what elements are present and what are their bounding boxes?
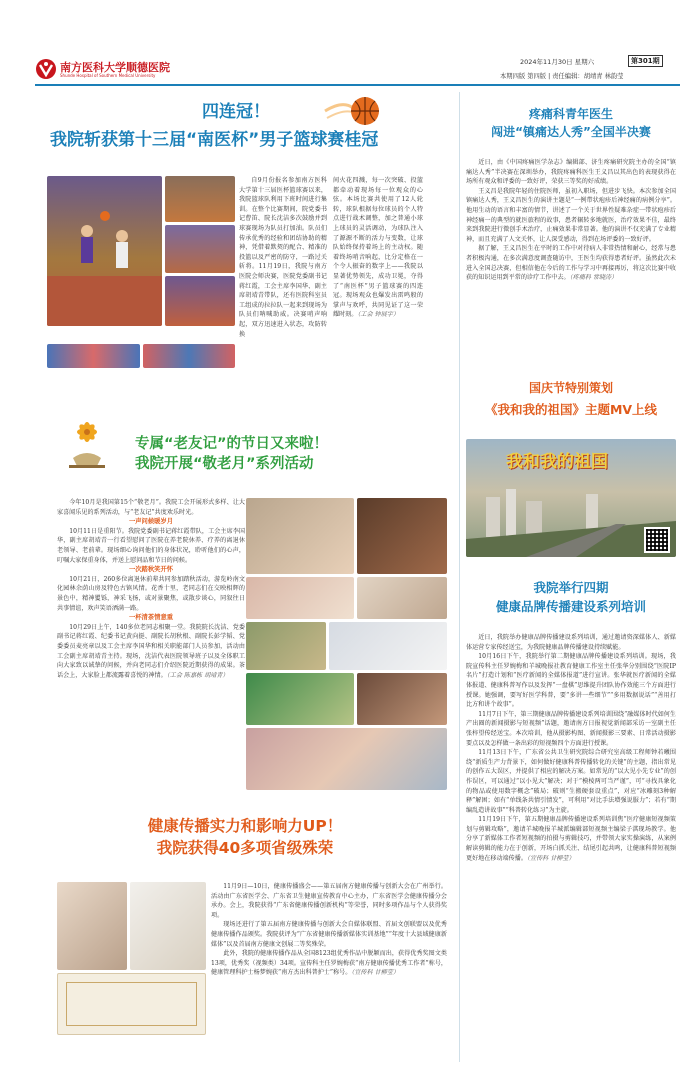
elderly-article: [35, 418, 455, 798]
health-comm-article: [35, 808, 455, 1058]
pain-paragraph-3: 据了解，王义昌医生在平时的工作中对待病人非常热情和耐心，经常与患者积极沟通，在多次满意度调查随访中，王医生均获得患者好评。虽然此次未进入全国总决赛，但相信他在今后的工作与学习中再接再厉，将这次比赛中收获的知识运用到平常的诊疗工作中去。: [466, 245, 676, 282]
elderly-section-text-1: 10月11日是重阳节。我院党委副书记蒋红霞带队，工会主席李国华，副主席胡靖青一行看望慰问了医院在养老院休养、疗养的离退休老领导、老前辈。现场细心询问他们的身体状况，聆听他们的心声，叮嘱大家保重身体，并送上慰问品和节日的问候。: [57, 527, 245, 564]
national-day-feature: [462, 375, 680, 560]
basketball-photo-3: [165, 225, 235, 273]
pain-kicker: 疼痛科青年医生: [528, 107, 613, 121]
elderly-section-title-1: 一声问候暖岁月: [128, 518, 174, 526]
edition-info: 本期四版 第四版 | 责任编辑：胡靖青 林韵莹: [500, 73, 624, 80]
elderly-section-text-2: 10月21日，260多位离退休前辈共同参加踏秋活动，游览岭南文化园林余荫山房及特色古镇风情。花香十里，老同志们在交映相辉的景色中，精神矍铄，神采飞扬，或对景聚焦，或散步谈心，同叙往日共事情谊，欢声笑语洒满一路。: [57, 575, 245, 612]
basketball-photo-main: [47, 176, 162, 326]
training-headline-2: 健康品牌传播建设系列培训: [495, 599, 646, 614]
pain-article: [462, 92, 680, 357]
hospital-name: 南方医科大学顺德医院: [60, 61, 170, 74]
hospital-logo: [35, 58, 57, 80]
elderly-photo-5: [246, 622, 326, 670]
basketball-photo-2: [165, 176, 235, 222]
elderly-photo-3: [246, 577, 354, 619]
basketball-team-photo-1: [47, 344, 140, 368]
masthead-rule: [35, 84, 680, 86]
issue-date: 2024年11月30日 星期六: [520, 58, 595, 66]
elderly-photo-7: [246, 673, 354, 725]
training-paragraph-3: 11月7日下午，第三期健康品牌传播建设系列培训围绕“融媒体时代如何生产出圈的新闻摄影与短视频”话题，邀请南方日报视觉新闻部采访一室副主任张梓望传经送宝。本次培训，他从摄影构图、新闻摄影三要素、日常活动摄影要点以及怎样做一条出彩的短视频四个方面进行授课。: [466, 710, 676, 747]
elderly-photo-9: [246, 728, 447, 790]
hospital-name-en: Shunde Hospital of Southern Medical University: [60, 73, 156, 78]
national-day-headline: 《我和我的祖国》主题MV上线: [484, 402, 658, 417]
training-body: [466, 633, 676, 1063]
basketball-team-photo-2: [143, 344, 235, 368]
health-comm-headline-1: 健康传播实力和影响力UP！: [147, 817, 343, 835]
basketball-paragraph-2: 间火花四溅，每一次突破、投篮都牵动着现场每一位观众的心弦。本场比赛共使用了12人轮转，球队根据每位球员的个人特点进行战术调整，加之普通小球上球员的灵活调动，为球队注入了源源不断的活力与变数，让球队始终保持着场上的主动权。随着终场哨音响起，比分定格在一个令人振奋的数字上——我院以显著优势领先，成功卫冕，夺得了“南医杯”男子篮球赛的四连冠。现场观众也爆发出雷鸣般的掌声与欢呼，共同见证了这一荣耀时刻。: [333, 177, 423, 319]
award-certificate: [57, 973, 206, 1035]
basketball-paragraph-1: 自9月份报名参加南方医科大学第十三届医杯篮球赛以来，我院篮球队利用下班时间进行集训。在整个比赛期间，院党委书记曹笛、院长沈洁多次鼓励并到球赛现场为队员打加油。队员们传承优秀的经验和团结协助的精神，凭借着默契的配合、精准的投篮以及严密的防守，一路过关斩将。11月19日，我院与南方医院会师决赛，医院党委副书记蒋红霞，工会主席李国华、副主席胡靖青带队，还有医院科室员工组成的拉拉队一起来到现场为队员们呐喊助威。决赛哨声响起，双方迅速进入状态，攻防转换: [239, 177, 327, 338]
training-credit: （宣传科 甘柳莹）: [526, 854, 575, 862]
national-day-kicker: 国庆节特别策划: [528, 381, 613, 395]
basketball-text-col2: [333, 176, 423, 371]
health-comm-credit: （宣传科 甘柳莹）: [351, 969, 399, 977]
award-photo-2: [130, 882, 206, 970]
elderly-intro: 今年10月是我国第15个“敬老月”。我院工会开展形式多样、让大家喜闻乐见的系列活动，与“老友记”共度欢乐时光。: [57, 499, 245, 516]
pain-body: [466, 158, 676, 358]
training-paragraph-4: 11月13日下午，广东省公共卫生研究院综合研究室高级工程师钟若曦围绕“新质生产力背景下，如何做好健康科普传播转化的关键”的主题，指出常见的创作五大误区，并提供了相应的解决方案。如常见的“以大见小先专业”的创作误区，可以通过“以小见大”解决；对于“模棱两可当严谨”，可“寻找具象化的物品或使用数字概念”破局；破则“生搬硬套设重点”，对应“冰雕刻3种解释”解困；如有“单线条共情引情发”，可利用“对比手法增强说服力”；若有“期编乱造讲故事”“科普转化练习”为主旋。: [466, 749, 676, 814]
award-photo-1: [57, 882, 127, 970]
pain-credit: （疼痛科 常晓涛）: [569, 274, 618, 282]
pain-paragraph-1: 近日，由《中国疼痛医学杂志》编辑部、济生疼痛研究院主办的全国“镇痛达人秀”半决赛在深圳举办，我院疼痛科医生王义昌以其出色的表现获得在场所有观众和评委的一致好评，荣获三等奖的好成绩。: [466, 159, 676, 186]
elderly-credit: （工会 陈嘉栋 胡靖青）: [166, 671, 229, 679]
health-comm-paragraph-3: 此外，我院的健康传播作品从全国8123组优秀作品中脱颖而出，获得优秀奖图文类13项，优秀奖（视频类）34项。宣传科主任罗婉梅获“南方健康传播优秀工作者”称号，健康管理科护士杨梦婉获“南方杰出科普护士”称号。: [211, 950, 447, 977]
basketball-headline: 我院斩获第十三届“南医杯”男子篮球赛桂冠: [50, 130, 379, 150]
elderly-section-title-3: 一杯清茶情意重: [128, 614, 174, 622]
basketball-photo-4: [165, 276, 235, 326]
elderly-photo-8: [357, 673, 447, 725]
national-day-video-title: 我和我的祖国: [506, 452, 608, 472]
elderly-section-text-3: 10月29日上午，140多位老同志相聚一堂。我院院长沈洁、党委副书记蒋红霞、纪委书记黄向挺、副院长胡秋根、副院长彭学韬、党委委员麦亮章以及工会主席李国华和相关职能部门人员参加，活动由工会副主席胡靖青主持。现场，沈洁代表医院领导班子以及全体职工向大家致以诚挚的问候，并向老同志们介绍医院近期获得的成果。茶话会上，大家脸上都流露着喜悦的神情。: [57, 623, 245, 679]
elderly-photo-1: [246, 498, 354, 574]
basketball-credit: （工会 钟展宇）: [357, 311, 399, 319]
chrysanthemum-icon: [57, 418, 117, 470]
national-day-video-still[interactable]: [466, 439, 676, 557]
basketball-icon: [323, 94, 383, 128]
masthead: [0, 0, 700, 90]
training-article: [462, 573, 680, 1063]
column-divider: [459, 92, 460, 1062]
training-paragraph-2: 10月16日下午，我院举行第二期健康品牌传播建设系列培训。现场，我院宣传科主任罗婉梅和羊城晚报社教育健康工作室主任张华分别围绕“医院IP名片”打造计划和“医疗新闻的全媒体报道”进行宣讲。张华就医疗新闻的全媒体报道、健康科普写作以及发挥“一盘棋”思维提升团队协作效能三个方面进行授课。她强调，要写好医学科普，要“多讲一些细节”“多用数据说话”“善用打比方和讲个故事”。: [466, 653, 676, 709]
qr-code[interactable]: [644, 527, 670, 553]
basketball-article: [35, 90, 457, 375]
issue-number: 第301期: [628, 55, 663, 67]
basketball-text-col1: [239, 176, 327, 371]
elderly-photo-2: [357, 498, 447, 574]
training-paragraph-1: 近日，我院举办健康品牌传播建设系列培训，通过邀请资深媒体人、新媒体运营专家传经送宝，为我院健康品牌传播建设持续赋能。: [466, 634, 676, 651]
elderly-body: [57, 498, 245, 798]
training-headline-1: 我院举行四期: [533, 580, 609, 595]
pain-headline: 闯进“镇痛达人秀”全国半决赛: [491, 125, 651, 139]
training-paragraph-5: 11月19日下午，第五期健康品牌传播建设系列培训焦“医疗健康短视频策划与剪辑攻略”，邀请羊城晚报羊城派编辑部短视频主编梁子淇现场教学。他分享了新媒体工作者短视频的拍摄与剪辑技巧，并带领大家实操演练，从案例解读剪辑的能力在于创新，开场白抓关注、结尾引起共鸣，让健康科普短视频更好地在移动端传播。: [466, 816, 676, 862]
pain-paragraph-2: 王义昌是我院年轻的住院医师，虽初入职场，但进步飞快。本次参加全国镇痛达人秀，王义昌医生的演讲主题是“一例带状疱疹后神经痛的病例分享”。他用生动的语言和丰富的情节，讲述了一个关于世界性疑难杂症一带状疱疹后神经痛一的典型的就医旅程的故事，患者辗转多地就医，治疗效果不佳，最终来到我院进行微创手术治疗，止痛效果非常显著。他的演讲不仅充满了专业精神，而且充满了人文关怀，让人深受感动，得到在场评委的一致好评。: [466, 187, 676, 243]
elderly-photo-6: [329, 622, 447, 670]
elderly-headline-2: 我院开展“敬老月”系列活动: [135, 456, 314, 472]
health-comm-paragraph-2: 现场还进行了第五届南方健康传播与创新大会自媒体联盟、首届文创联盟以及优秀健康传播作品颁奖。我院获评为“广东省健康传播新媒体实训基地”“年度十大县域健康新媒体”以及首届南方健康文创展二等奖殊荣。: [211, 921, 447, 948]
elderly-section-title-2: 一次踏秋笑开怀: [128, 566, 174, 574]
health-comm-paragraph-1: 11月9日—10日，健康传播盛会——第五届南方健康传播与创新大会在广州举行。活动由广东省医学会、广东省卫生健康宣传教育中心主办，广东省医学会健康传播分会承办。会上，我院获得“广东省健康传播创新机构”等荣誉，同时多项作品与个人获得奖项。: [211, 883, 447, 919]
health-comm-headline-2: 我院获得40多项省级殊荣: [156, 839, 334, 857]
elderly-photo-4: [357, 577, 447, 619]
basketball-kicker: 四连冠！: [202, 102, 270, 122]
elderly-headline-1: 专属“老友记”的节日又来啦！: [135, 436, 329, 452]
health-comm-body: [211, 882, 447, 1052]
